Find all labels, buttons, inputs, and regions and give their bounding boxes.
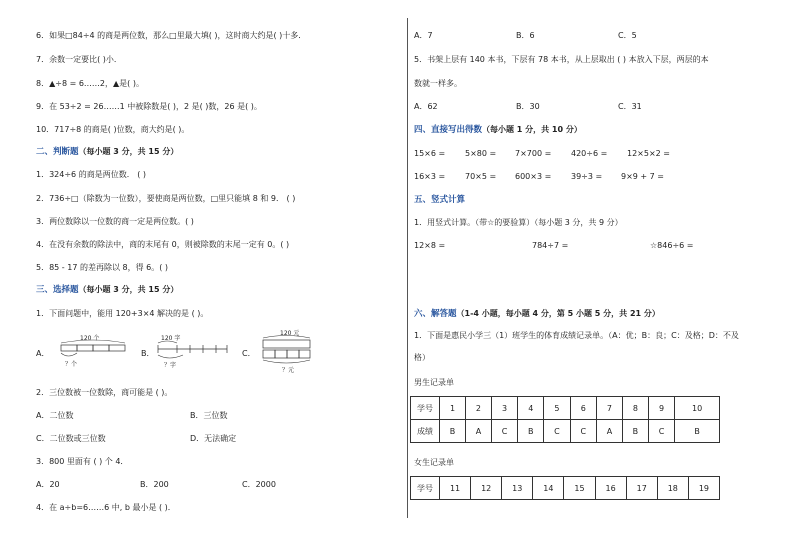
calc-item: 15×6 = [414,149,446,158]
section-6-heading [414,309,660,319]
section-4-title: 四、直接写出得数 [414,125,483,135]
calc-item: 7×700 = [515,149,552,158]
option-c-box [299,350,310,358]
choice-q4: 4．在 a÷b=6……6 中, b 最小是 ( )． [36,503,176,512]
option-a-box [77,345,93,351]
section-5-title: 五、竖式计算 [414,195,466,205]
boys-record-table [410,396,720,443]
choice-q2-opt-b: B．三位数 [190,411,228,420]
option-b-label: B． [141,349,155,358]
table-cell: B [622,420,648,443]
option-a-top-label: 120 个 [80,335,100,342]
table-cell: B [518,420,544,443]
table-cell: 4 [518,397,544,420]
section-4-heading [414,125,582,135]
option-b-bottom-label: ？字 [164,362,177,369]
option-c-top-label: 120 元 [280,330,300,337]
section-6-meta: （1-4 小题，每小题 4 分，第 5 小题 5 分，共 21 分） [456,309,660,318]
girls-record-table [410,476,720,500]
table-cell: B [440,420,466,443]
table-cell: 3 [491,397,517,420]
table-cell: B [675,420,720,443]
option-a-diagram [58,332,128,370]
table-cell: 17 [626,477,657,500]
q4-opt-c: C．5 [618,31,637,40]
option-b-lower-brace [158,355,183,358]
table-cell: 8 [622,397,648,420]
option-a-box [109,345,125,351]
section-6-title: 六、解答题 [414,309,457,319]
table-cell: 1 [440,397,466,420]
table-cell: 7 [596,397,622,420]
vertical-calc-item: 12×8 = [414,241,446,250]
section-3-heading [36,285,178,295]
judge-q4: 4．在没有余数的除法中，商的末尾有 0，则被除数的末尾一定有 0。( ) [36,240,290,249]
option-a-bottom-label: ？个 [65,361,78,368]
choice-q2: 2．三位数被一位数除，商可能是 ( )。 [36,388,173,397]
q4-opt-b: B．6 [516,31,535,40]
fill-q6: 6．如果□84÷4 的商是两位数，那么□里最大填( )，这时商大约是( )十多． [36,31,307,40]
judge-q2: 2．736÷□（除数为一位数），要使商是两位数，□里只能填 8 和 9． ( ) [36,194,296,203]
judge-q3: 3．两位数除以一位数的商一定是两位数。( ) [36,217,194,226]
answer-q1-line2: 格） [414,353,430,362]
answer-q1-line1: 1．下面是惠民小学三（1）班学生的体育成绩记录单。（A：优；B：良；C：及格；D：不及 [414,331,739,340]
choice-q3-opt-a: A．20 [36,480,60,489]
choice-q5-line2: 数就一样多。 [414,79,462,88]
option-c-lower-brace [263,360,310,363]
section-2-meta: （每小题 3 分，共 15 分） [78,147,179,156]
option-c-box [263,350,275,358]
choice-q2-opt-c: C．二位数或三位数 [36,434,106,443]
table-cell: 11 [440,477,471,500]
choice-q3: 3．800 里面有 ( ) 个 4． [36,457,129,466]
calc-item: 12×5×2 = [627,149,671,158]
calc-item: 39÷3 = [571,172,603,181]
q5-opt-a: A．62 [414,102,438,111]
vertical-calc-item: ☆846÷6 = [650,241,694,250]
option-a-box [93,345,109,351]
judge-q5: 5．85 - 17 的差再除以 8，得 6。( ) [36,263,169,272]
section-4-meta: （每小题 1 分，共 10 分） [482,125,582,134]
table-cell: 学号 [411,477,440,500]
option-a-box [61,345,77,351]
table-row [411,420,720,443]
option-b-top-label: 120 字 [161,335,181,342]
vertical-calc-item: 784÷7 = [532,241,569,250]
table-cell: 15 [564,477,595,500]
section-2-heading [36,147,178,157]
calc-item: 70×5 = [465,172,497,181]
table-cell: 2 [465,397,491,420]
calc-item: 600×3 = [515,172,552,181]
fill-q8: 8．▲÷8 = 6……2，▲是( )。 [36,79,144,88]
table-cell: 5 [544,397,570,420]
table-cell: C [491,420,517,443]
calc-item: 5×80 = [465,149,497,158]
option-c-box [287,350,299,358]
table-cell: A [596,420,622,443]
table-cell: 16 [595,477,626,500]
column-divider [407,18,408,518]
girls-table-title: 女生记录单 [414,458,454,467]
option-a-lower-brace [61,353,77,356]
fill-q9: 9．在 53÷2 = 26……1 中被除数是( )，2 是( )数，26 是( )。 [36,102,262,111]
section-3-meta: （每小题 3 分，共 15 分） [78,285,179,294]
table-cell: 10 [675,397,720,420]
table-row [411,397,720,420]
judge-q1: 1．324÷6 的商是两位数． ( ) [36,170,147,179]
boys-table-title: 男生记录单 [414,378,454,387]
choice-q3-opt-c: C．2000 [242,480,276,489]
choice-q1: 1．下面问题中，能用 120+3×4 解决的是 ( )。 [36,309,209,318]
table-cell: C [544,420,570,443]
option-c-bottom-label: ？元 [282,367,295,374]
table-cell: C [648,420,674,443]
choice-q5-line1: 5．书架上层有 140 本书，下层有 78 本书，从上层取出 ( ) 本放入下层，两层的本 [414,55,709,64]
fill-q10: 10．717÷8 的商是( )位数，商大约是( )。 [36,125,190,134]
choice-q2-opt-d: D．无法确定 [190,434,237,443]
table-cell: 13 [502,477,533,500]
calc-item: 16×3 = [414,172,446,181]
option-c-top-bar [263,340,310,348]
section-3-title: 三、选择题 [36,285,79,295]
calc-item: 420÷6 = [571,149,608,158]
vertical-calc-intro: 1．用竖式计算。（带☆的要验算）（每小题 3 分，共 9 分） [414,218,623,227]
table-row [411,477,720,500]
table-cell: A [465,420,491,443]
option-c-box [275,350,287,358]
table-cell: 14 [533,477,564,500]
choice-q3-opt-b: B．200 [140,480,169,489]
table-cell: 6 [570,397,596,420]
option-a-label: A． [36,349,50,358]
q5-opt-b: B．30 [516,102,540,111]
table-cell: 成绩 [411,420,440,443]
table-cell: 18 [657,477,688,500]
calc-item: 9×9 + 7 = [621,172,665,181]
table-cell: 19 [688,477,719,500]
option-c-label: C． [242,349,256,358]
fill-q7: 7．余数一定要比( )小． [36,55,122,64]
table-cell: 9 [648,397,674,420]
q5-opt-c: C．31 [618,102,642,111]
option-c-diagram [258,328,318,374]
table-cell: 学号 [411,397,440,420]
q4-opt-a: A．7 [414,31,433,40]
choice-q2-opt-a: A．二位数 [36,411,74,420]
table-cell: C [570,420,596,443]
table-cell: 12 [471,477,502,500]
option-b-diagram [155,332,230,370]
section-2-title: 二、判断题 [36,147,79,157]
